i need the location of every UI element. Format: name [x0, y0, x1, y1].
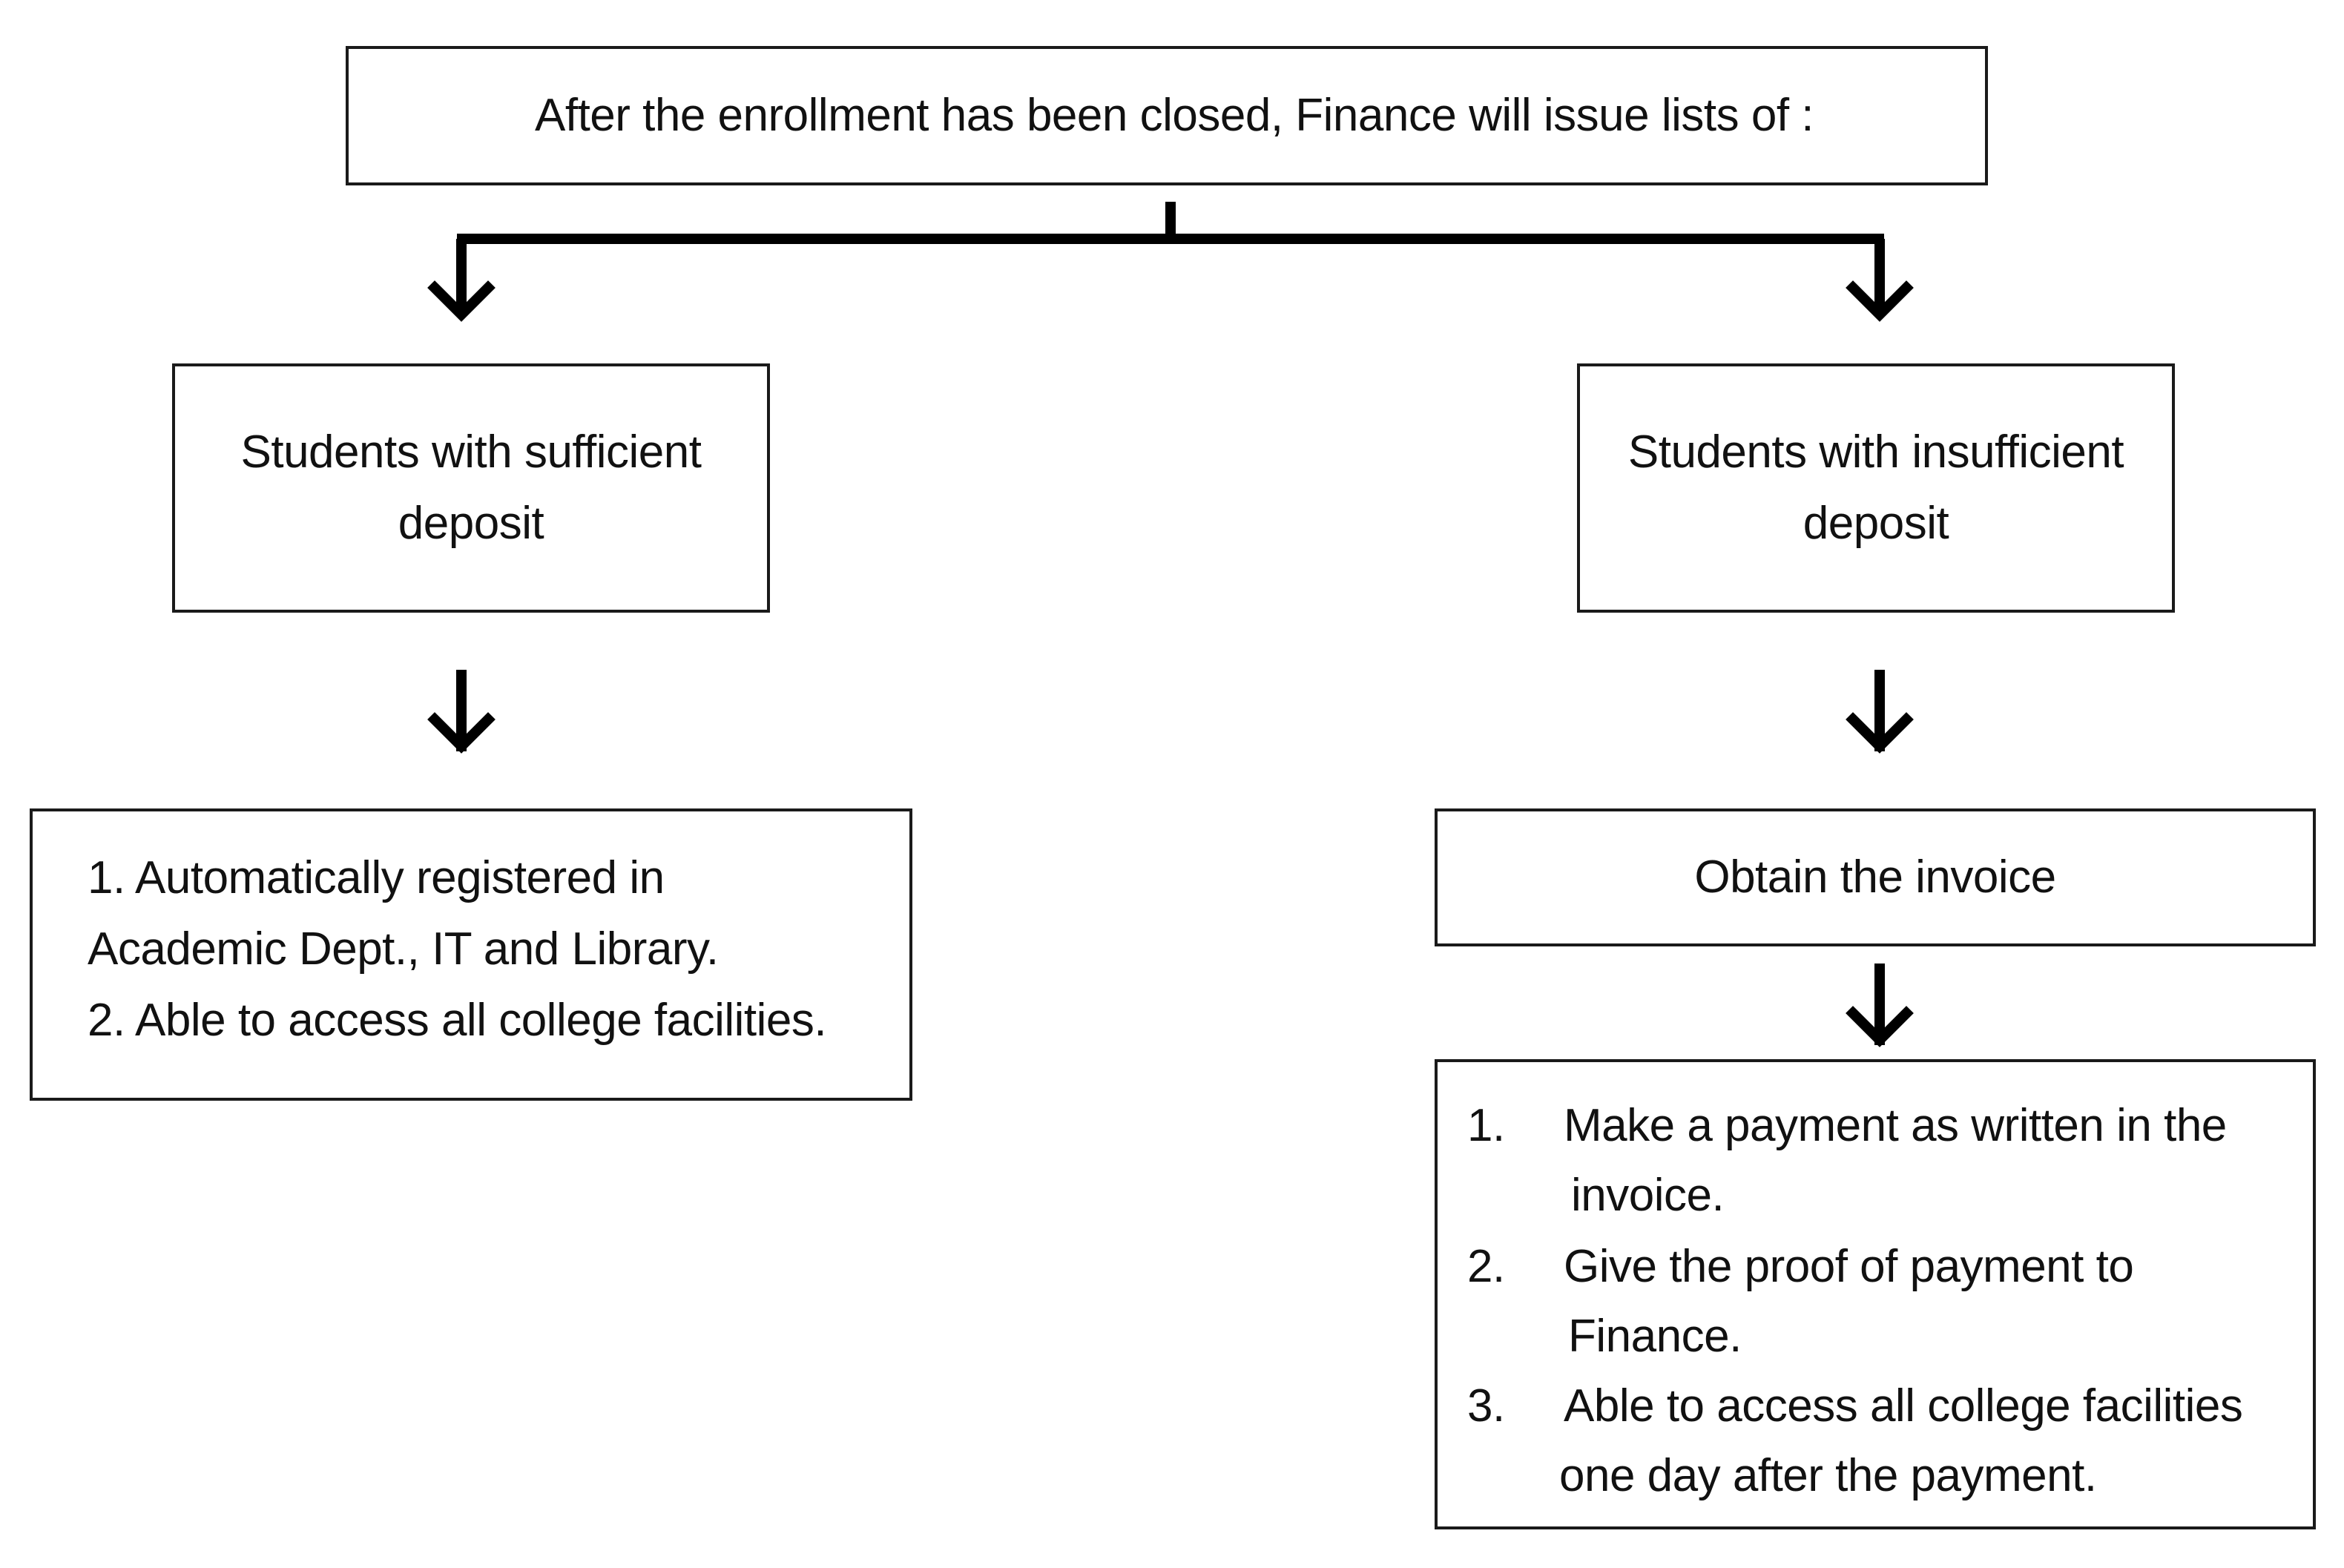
step-2-number: 2. [1467, 1241, 1505, 1292]
payment-steps-box [1435, 1059, 2316, 1529]
step-1-number: 1. [1467, 1100, 1505, 1151]
sufficient-deposit-line-1: Students with sufficient [240, 426, 702, 478]
insufficient-deposit-box [1577, 363, 2175, 613]
insufficient-deposit-line-1: Students with insufficient [1627, 426, 2124, 478]
sufficient-outcome-box [30, 808, 912, 1101]
finance-lists-box [346, 46, 1988, 185]
sufficient-outcome-line-3: 2. Able to access all college facilities. [88, 995, 827, 1046]
step-3-line-2: one day after the payment. [1559, 1450, 2097, 1501]
step-1-line-2: invoice. [1571, 1170, 1725, 1221]
sufficient-outcome-line-1: 1. Automatically registered in [88, 852, 665, 903]
obtain-invoice-text: Obtain the invoice [1694, 851, 2056, 903]
step-1-line-1: Make a payment as written in the [1564, 1100, 2227, 1151]
insufficient-deposit-line-2: deposit [1803, 498, 1949, 549]
obtain-invoice-box [1435, 808, 2316, 946]
step-3-line-1: Able to access all college facilities [1564, 1380, 2243, 1432]
step-3-number: 3. [1467, 1380, 1505, 1432]
finance-lists-text: After the enrollment has been closed, Finance will issue lists of : [534, 90, 1814, 141]
sufficient-deposit-line-2: deposit [398, 498, 544, 549]
sufficient-deposit-box [172, 363, 770, 613]
step-2-line-1: Give the proof of payment to [1564, 1241, 2134, 1292]
step-2-line-2: Finance. [1568, 1311, 1742, 1362]
sufficient-outcome-line-2: Academic Dept., IT and Library. [88, 923, 719, 975]
